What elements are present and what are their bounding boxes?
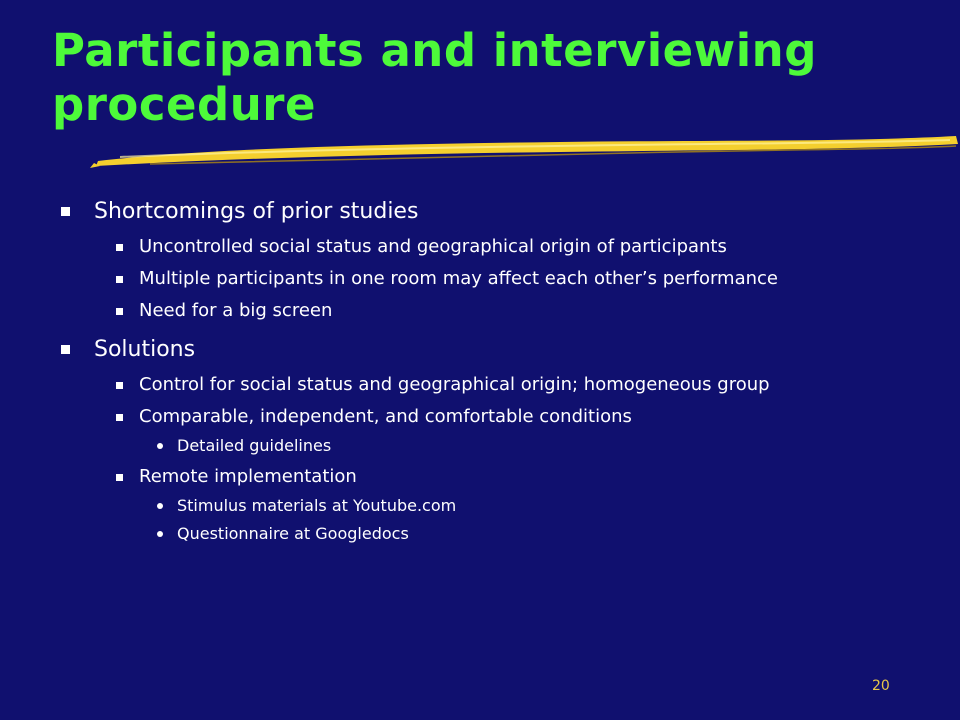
square-bullet-icon bbox=[61, 345, 70, 354]
sub-bullet bbox=[139, 268, 928, 290]
sub-bullet bbox=[139, 300, 928, 322]
sub-bullet-text: Comparable, independent, and comfortable conditions bbox=[139, 406, 632, 427]
square-bullet-icon bbox=[116, 382, 123, 389]
dot-bullet-icon bbox=[157, 443, 163, 449]
sub-sub-bullet bbox=[177, 524, 928, 544]
bullet-shortcomings bbox=[88, 198, 928, 226]
slide-title: Participants and interviewing procedure bbox=[52, 24, 817, 131]
page-number: 20 bbox=[872, 678, 890, 694]
sub-bullet-text: Need for a big screen bbox=[139, 300, 333, 321]
bullet-solutions bbox=[88, 336, 928, 364]
sub-bullet bbox=[139, 236, 928, 258]
square-bullet-icon bbox=[116, 244, 123, 251]
sub-bullet-text: Control for social status and geographical origin; homogeneous group bbox=[139, 374, 770, 395]
dot-bullet-icon bbox=[157, 503, 163, 509]
sub-sub-bullet-text: Stimulus materials at Youtube.com bbox=[177, 496, 457, 515]
sub-sub-bullet bbox=[177, 496, 928, 516]
sub-bullet bbox=[139, 406, 928, 428]
dot-bullet-icon bbox=[157, 531, 163, 537]
sub-bullet bbox=[139, 466, 928, 488]
sub-bullet bbox=[139, 374, 928, 396]
sub-sub-bullet-text: Detailed guidelines bbox=[177, 436, 332, 455]
bullet-text: Shortcomings of prior studies bbox=[94, 199, 419, 224]
yellow-brush-stroke bbox=[90, 130, 960, 180]
square-bullet-icon bbox=[116, 276, 123, 283]
sub-bullet-text: Uncontrolled social status and geographical origin of participants bbox=[139, 236, 727, 257]
square-bullet-icon bbox=[61, 207, 70, 216]
sub-bullet-text: Multiple participants in one room may affect each other’s performance bbox=[139, 268, 778, 289]
sub-sub-bullet-text: Questionnaire at Googledocs bbox=[177, 524, 409, 543]
bullet-list bbox=[88, 198, 928, 544]
square-bullet-icon bbox=[116, 414, 123, 421]
bullet-text: Solutions bbox=[94, 337, 196, 362]
sub-bullet-text: Remote implementation bbox=[139, 466, 357, 487]
sub-sub-bullet bbox=[177, 436, 928, 456]
square-bullet-icon bbox=[116, 308, 123, 315]
square-bullet-icon bbox=[116, 474, 123, 481]
